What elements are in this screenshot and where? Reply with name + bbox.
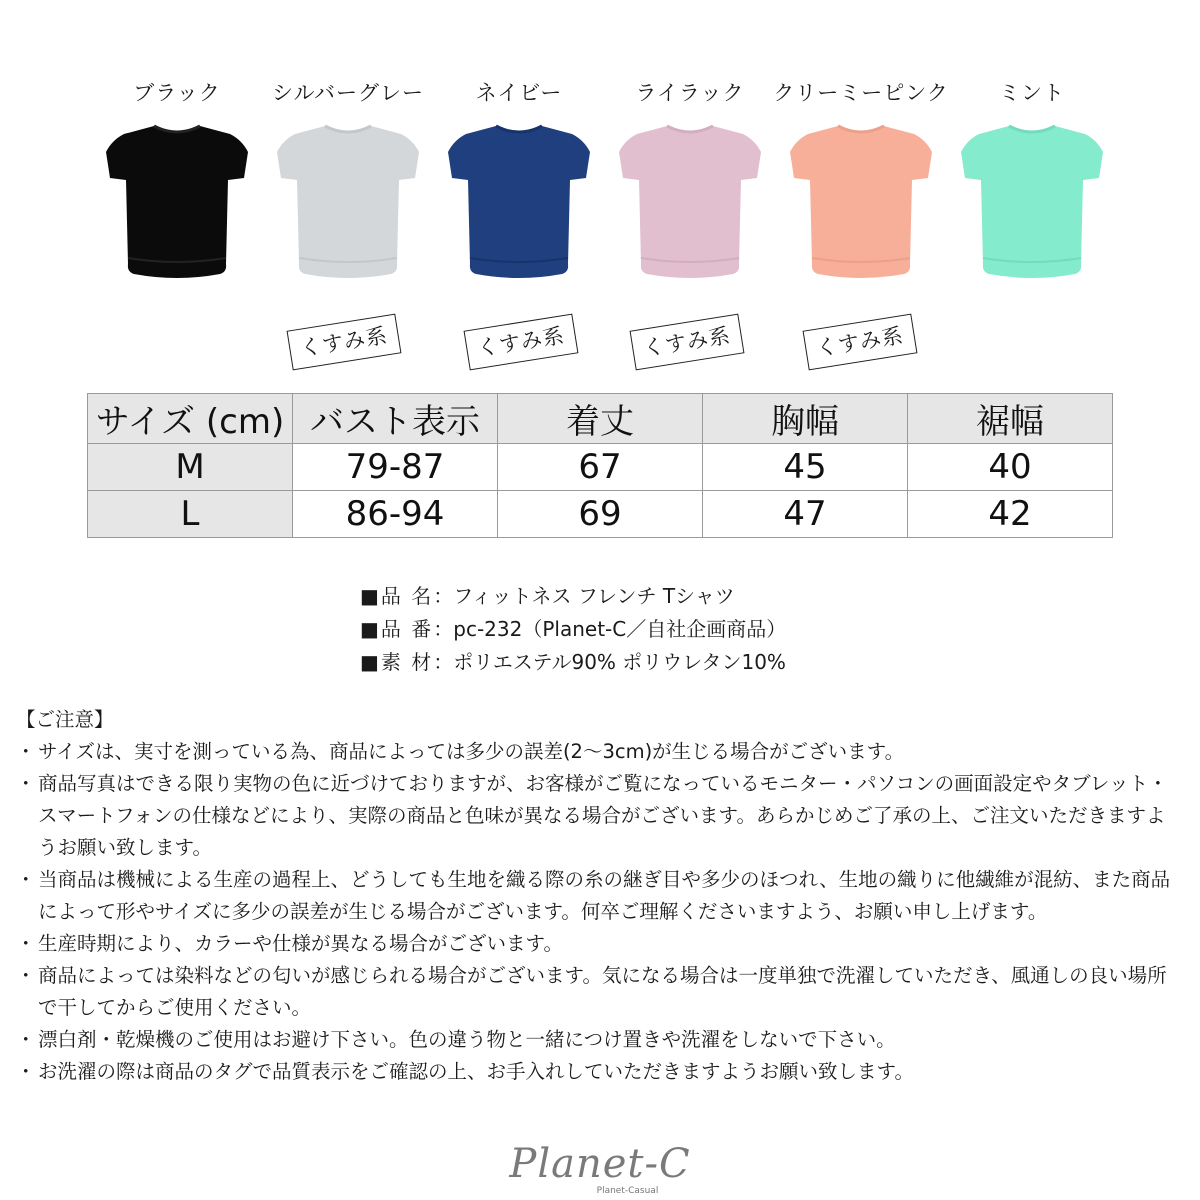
color-name: ライラック — [635, 81, 745, 105]
length-value: 67 — [498, 444, 703, 491]
logo-wordmark: Planet-C — [509, 1141, 691, 1187]
tshirt-body — [619, 126, 761, 278]
spec-row-number: ■品 番：pc-232（Planet-C／自社企画商品） — [360, 617, 787, 641]
color-variants — [0, 0, 1200, 380]
logo-subtitle: Planet-Casual — [596, 1186, 659, 1196]
tshirt-silver-grey-icon — [273, 120, 423, 292]
header-chest-width: 胸幅 — [703, 394, 908, 444]
spec-key: ■品 番 — [360, 617, 434, 641]
tshirt-black-icon — [102, 120, 252, 292]
color-swatch-black — [82, 78, 272, 292]
tshirt-body — [106, 126, 248, 278]
tshirt-lilac-icon — [615, 120, 765, 292]
table-row — [88, 444, 1113, 491]
product-spec — [360, 580, 786, 679]
color-swatch-creamy-pink — [766, 78, 956, 292]
list-item: ・ 商品によっては染料などの匂いが感じられる場合がございます。気になる場合は一度単独で洗濯していただき、風通しの良い場所で干してからご使用ください。 — [16, 960, 1184, 1024]
header-size: サイズ (cm) — [88, 394, 293, 444]
chest-width-value: 47 — [703, 491, 908, 538]
color-swatch-silver-grey — [253, 78, 443, 292]
size-table-header-row — [88, 394, 1113, 444]
table-row — [88, 491, 1113, 538]
dusty-tone-tag: くすみ系 — [464, 314, 579, 371]
notes-title: 【ご注意】 — [16, 708, 114, 731]
size-table — [87, 393, 1113, 538]
list-item: ・ お洗濯の際は商品のタグで品質表示をご確認の上、お手入れしていただきますようお願い致します。 — [16, 1056, 1184, 1088]
spec-key: ■素 材 — [360, 650, 434, 674]
tshirt-mint-icon — [957, 120, 1107, 292]
color-swatch-navy — [424, 78, 614, 292]
list-item: ・ 漂白剤・乾燥機のご使用はお避け下さい。色の違う物と一緒につけ置きや洗濯をしないで下さい。 — [16, 1024, 1184, 1056]
chest-width-value: 45 — [703, 444, 908, 491]
tshirt-body — [277, 126, 419, 278]
color-name: クリーミーピンク — [773, 81, 949, 105]
dusty-tone-tag: くすみ系 — [803, 314, 918, 371]
brand-logo — [0, 1142, 1200, 1196]
header-bust: バスト表示 — [293, 394, 498, 444]
notes-list — [16, 736, 1184, 1088]
hem-width-value: 40 — [908, 444, 1113, 491]
color-swatch-lilac — [595, 78, 785, 292]
spec-value: フィットネス フレンチ Tシャツ — [453, 584, 735, 608]
tshirt-navy-icon — [444, 120, 594, 292]
size-label: L — [88, 491, 293, 538]
tshirt-body — [790, 126, 932, 278]
list-item: ・ 商品写真はできる限り実物の色に近づけておりますが、お客様がご覧になっているモニター・パソコンの画面設定やタブレット・スマートフォンの仕様などにより、実際の商品と色味が異なる場合がございます。あらかじめご了承の上、ご注文いただきますようお願い致します。 — [16, 768, 1184, 864]
tshirt-body — [961, 126, 1103, 278]
color-name: ネイビー — [475, 81, 563, 105]
tshirt-body — [448, 126, 590, 278]
notes-section — [16, 704, 1184, 1088]
header-hem-width: 裾幅 — [908, 394, 1113, 444]
list-item: ・ サイズは、実寸を測っている為、商品によっては多少の誤差(2〜3cm)が生じる場合がございます。 — [16, 736, 1184, 768]
color-name: シルバーグレー — [271, 81, 424, 105]
spec-row-name: ■品 名：フィットネス フレンチ Tシャツ — [360, 584, 735, 608]
tshirt-creamy-pink-icon — [786, 120, 936, 292]
color-swatch-mint — [937, 78, 1127, 292]
bust-value: 79-87 — [293, 444, 498, 491]
spec-value: pc-232（Planet-C／自社企画商品） — [453, 617, 787, 641]
dusty-tone-tag: くすみ系 — [287, 314, 402, 371]
list-item: ・ 生産時期により、カラーや仕様が異なる場合がございます。 — [16, 928, 1184, 960]
spec-value: ポリエステル90% ポリウレタン10% — [453, 650, 786, 674]
color-name: ミント — [999, 81, 1065, 105]
spec-row-material: ■素 材：ポリエステル90% ポリウレタン10% — [360, 650, 786, 674]
color-name: ブラック — [133, 81, 221, 105]
spec-key: ■品 名 — [360, 584, 434, 608]
size-label: M — [88, 444, 293, 491]
list-item: ・ 当商品は機械による生産の過程上、どうしても生地を織る際の糸の継ぎ目や多少のほつれ、生地の織りに他繊維が混紡、また商品によって形やサイズに多少の誤差が生じる場合がございます。何卒ご理解くださいますよう、お願い申し上げます。 — [16, 864, 1184, 928]
dusty-tone-tag: くすみ系 — [630, 314, 745, 371]
header-length: 着丈 — [498, 394, 703, 444]
length-value: 69 — [498, 491, 703, 538]
bust-value: 86-94 — [293, 491, 498, 538]
hem-width-value: 42 — [908, 491, 1113, 538]
